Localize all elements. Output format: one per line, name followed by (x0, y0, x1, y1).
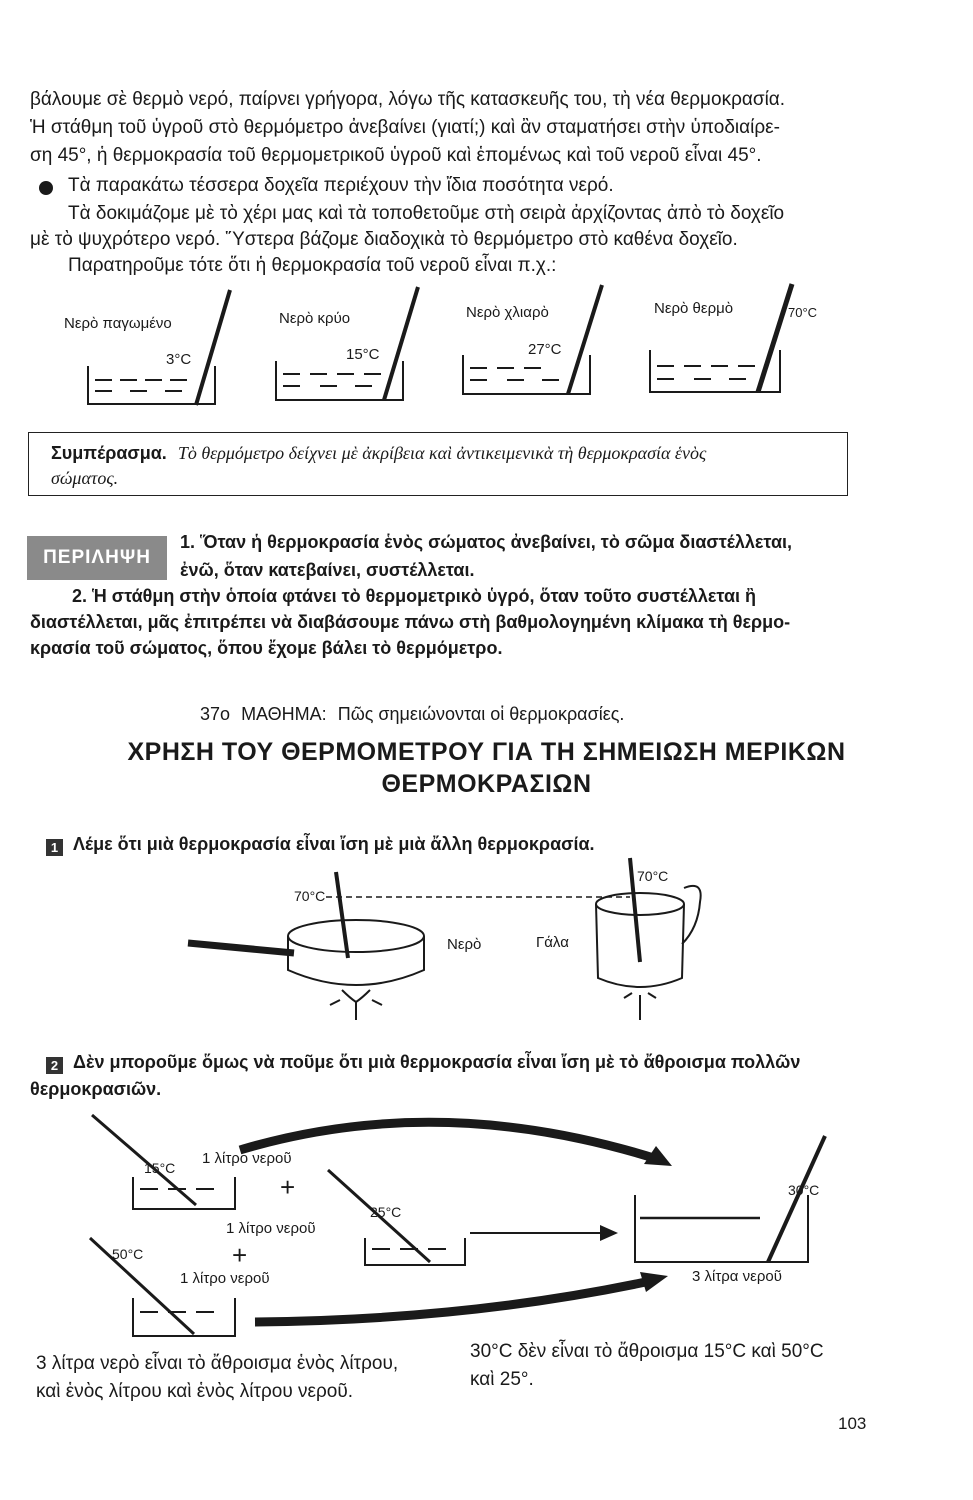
thermometer-1 (196, 290, 230, 405)
section2-temp-a: 15°C (144, 1160, 176, 1176)
thermometer-4 (758, 284, 792, 392)
summary-p2-line2: διαστέλλεται, μᾶς ἐπιτρέπει νὰ διαβάσουμε πάνω στὴ βαθμολογημένη κλίμακα τὴ θερμο- (30, 612, 791, 632)
container-label-3: Νερὸ χλιαρὸ (466, 304, 549, 321)
section2-heading-line1 (46, 1050, 800, 1074)
caption-left-line2: καὶ ἑνὸς λίτρου καὶ ἑνὸς λίτρου νεροῦ. (36, 1381, 354, 1402)
thermometer-3 (568, 285, 602, 394)
container-temp-3: 27°C (528, 341, 562, 358)
lesson-title-line-1: ΧΡΗΣΗ ΤΟΥ ΘΕΡΜΟΜΕΤΡΟΥ ΓΙΑ ΤΗ ΣΗΜΕΙΩΣΗ ΜΕΡΙΚΩΝ (127, 738, 846, 766)
section1-temp-left: 70°C (294, 888, 326, 904)
intro-line-5: Τὰ δοκιμάζομε μὲ τὸ χέρι μας καὶ τὰ τοποθετοῦμε στὴ σειρὰ ἀρχίζοντας ἀπὸ τὸ δοχεῖο (68, 203, 785, 224)
caption-left-line1: 3 λίτρα νερὸ εἶναι τὸ ἄθροισμα ἑνὸς λίτρου, (36, 1353, 399, 1374)
bullet-icon (39, 181, 53, 195)
lesson-subtitle: Πῶς σημειώνονται οἱ θερμοκρασίες. (337, 704, 625, 724)
arrow-top (240, 1122, 660, 1160)
beaker-50 (133, 1298, 235, 1336)
conclusion-text-2: σώματος. (51, 468, 119, 488)
section2-result-label: 3 λίτρα νεροῦ (692, 1268, 782, 1285)
caption-right-line2: καὶ 25°. (470, 1369, 534, 1390)
conclusion-label: Συμπέρασμα. (51, 443, 167, 463)
container-temp-2: 15°C (346, 346, 380, 363)
section2-plus-1: + (280, 1172, 296, 1202)
saucepan-drawing (188, 920, 424, 1020)
intro-line-2: Ἡ στάθμη τοῦ ὑγροῦ στὸ θερμόμετρο ἀνεβαίνει (γιατί;) καὶ ἂν σταματήσει στὴν ὑποδιαίρε- (30, 117, 780, 138)
section2-temp-result: 30°C (788, 1182, 820, 1198)
section1-temp-right: 70°C (637, 868, 669, 884)
container-label-2: Νερὸ κρύο (279, 310, 351, 327)
intro-line-7: Παρατηροῦμε τότε ὅτι ἡ θερμοκρασία τοῦ νεροῦ εἶναι π.χ.: (68, 255, 557, 276)
thermometer-2 (384, 287, 418, 400)
section2-temp-c: 50°C (112, 1246, 144, 1262)
caption-right-line1: 30°C δὲν εἶναι τὸ ἄθροισμα 15°C καὶ 50°C (470, 1341, 824, 1362)
summary-badge: ΠΕΡΙΛΗΨΗ (27, 536, 167, 580)
section2-litre-a: 1 λίτρο νεροῦ (202, 1150, 292, 1167)
container-temp-1: 3°C (166, 351, 192, 368)
intro-line-4: Τὰ παρακάτω τέσσερα δοχεῖα περιέχουν τὴν ἴδια ποσότητα νερό. (68, 175, 614, 196)
section2-marker: 2 (46, 1057, 63, 1074)
section2-heading-text: Δὲν μποροῦμε ὅμως νὰ ποῦμε ὅτι μιὰ θερμοκρασία εἶναι ἴση μὲ τὸ ἄθροισμα πολλῶν (73, 1052, 801, 1072)
section1-marker: 1 (46, 839, 63, 856)
lesson-label: ΜΑΘΗΜΑ: (241, 704, 327, 724)
arrow-bottom (255, 1280, 655, 1322)
container-temp-4: 70°C (788, 305, 818, 320)
section2-litre-c: 1 λίτρο νεροῦ (180, 1270, 270, 1287)
section1-label-water: Νερὸ (447, 936, 482, 953)
container-label-4: Νερὸ θερμὸ (654, 300, 734, 317)
conclusion-box (28, 432, 848, 496)
intro-line-3: ση 45°, ἡ θερμοκρασία τοῦ θερμομετρικοῦ ὑγροῦ καὶ ἑπομένως καὶ τοῦ νεροῦ εἶναι 45°. (30, 145, 762, 166)
page-number: 103 (838, 1414, 867, 1433)
conclusion-text-1: Τὸ θερμόμετρο δείχνει μὲ ἀκρίβεια καὶ ἀντικειμενικὰ τὴ θερμοκρασία ἑνὸς (177, 443, 707, 463)
summary-p2-line1: 2. Ἡ στάθμη στὴν ὁποία φτάνει τὸ θερμομετρικὸ ὑγρό, ὅταν τοῦτο συστέλλεται ἢ (72, 586, 757, 606)
section2-plus-2: + (232, 1240, 248, 1270)
beaker-25 (365, 1238, 465, 1265)
intro-line-1: βάλουμε σὲ θερμὸ νερό, παίρνει γρήγορα, λόγω τῆς κατασκευῆς του, τὴ νέα θερμοκρασία. (30, 89, 786, 110)
lesson-title-line-2: ΘΕΡΜΟΚΡΑΣΙΩΝ (381, 770, 592, 798)
section1-heading (46, 832, 595, 856)
cup-drawing (596, 886, 701, 1020)
summary-p2-line3: κρασία τοῦ σώματος, ὅπου ἔχομε βάλει τὸ θερμόμετρο. (30, 638, 503, 658)
section1-label-milk: Γάλα (536, 934, 569, 951)
summary-p1-line1: 1. Ὅταν ἡ θερμοκρασία ἑνὸς σώματος ἀνεβαίνει, τὸ σῶμα διαστέλλεται, (180, 532, 793, 552)
thermometer-30 (768, 1136, 825, 1262)
intro-line-6: μὲ τὸ ψυχρότερο νερό. Ὕστερα βάζομε διαδοχικὰ τὸ θερμόμετρο στὸ καθένα δοχεῖο. (30, 229, 738, 250)
section2-heading-line2: θερμοκρασιῶν. (30, 1079, 162, 1099)
section2-temp-b: 25°C (370, 1204, 402, 1220)
lesson-header (200, 702, 624, 726)
section1-heading-text: Λέμε ὅτι μιὰ θερμοκρασία εἶναι ἴση μὲ μιὰ ἄλλη θερμοκρασία. (73, 834, 595, 854)
lesson-number: 37ο (200, 704, 231, 724)
section2-litre-b: 1 λίτρο νεροῦ (226, 1220, 316, 1237)
container-label-1: Νερὸ παγωμένο (64, 315, 172, 332)
thermometer-saucepan (336, 872, 348, 958)
summary-p1-line2: ἐνῶ, ὅταν κατεβαίνει, συστέλλεται. (180, 560, 475, 580)
